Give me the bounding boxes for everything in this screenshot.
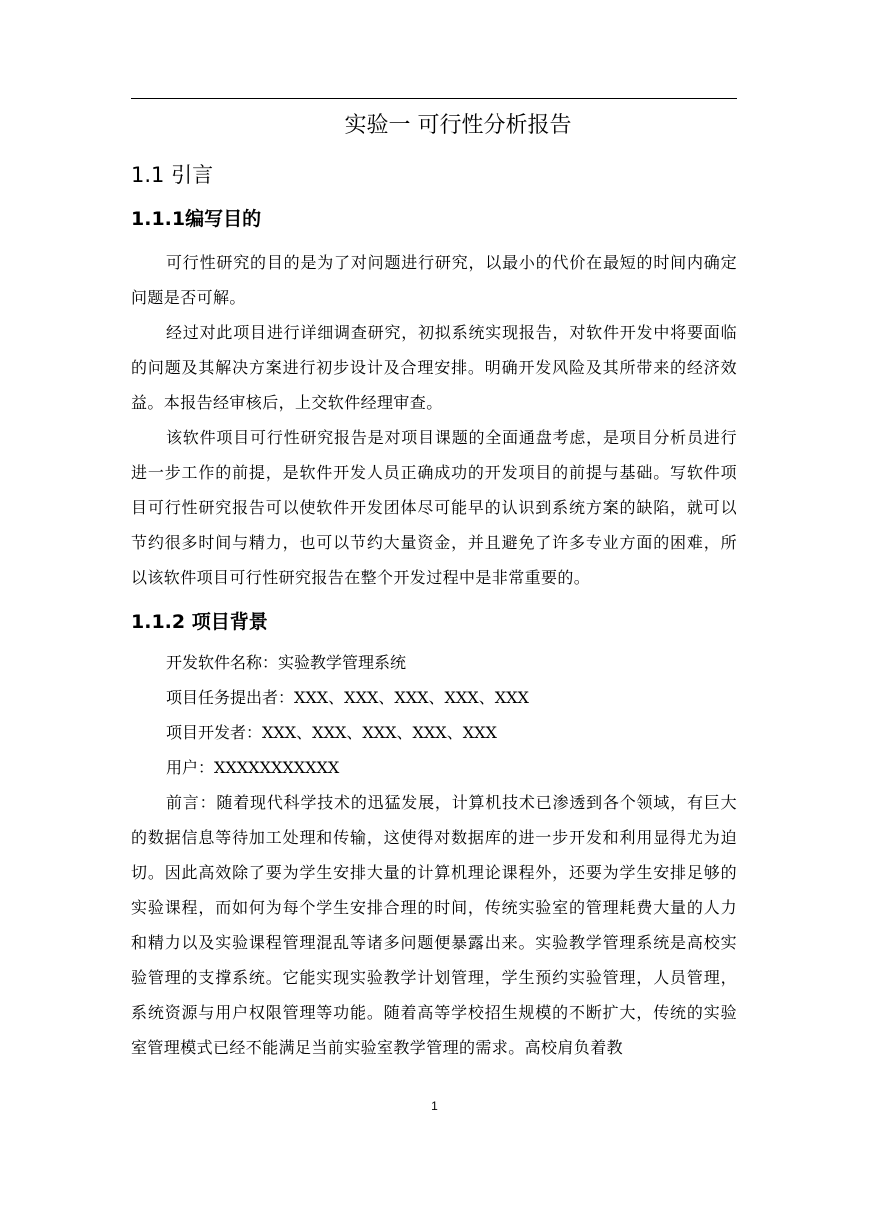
section-heading-1-1: 1.1 引言 [131,163,214,187]
header-rule [131,98,737,99]
section-1-1-1-body [131,245,737,595]
section-1-1-2-body [131,645,737,1065]
document-title: 实验一 可行性分析报告 [344,113,572,138]
user-line: 用户：XXXXXXXXXXX [166,758,340,777]
paragraph: 可行性研究的目的是为了对问题进行研究，以最小的代价在最短的时间内确定问题是否可解。 [131,253,737,307]
page-number: 1 [431,1099,438,1113]
paragraph: 该软件项目可行性研究报告是对项目课题的全面通盘考虑，是项目分析员进行进一步工作的前提，是软件开发人员正确成功的开发项目的前提与基础。写软件项目可行性研究报告可以使软件开发团体尽可能早的认识到系统方案的缺陷，就可以节约很多时间与精力，也可以节约大量资金，并且避免了许多专业方面的困难，所以该软件项目可行性研究报告在整个开发过程中是非常重要的。 [131,428,737,587]
developer-line: 项目开发者：XXX、XXX、XXX、XXX、XXX [166,723,497,742]
section-heading-1-1-1: 1.1.1编写目的 [131,208,262,230]
document-body [131,108,737,1065]
software-name-line: 开发软件名称：实验教学管理系统 [166,653,407,672]
proposer-line: 项目任务提出者：XXX、XXX、XXX、XXX、XXX [166,688,529,707]
preface-paragraph: 前言：随着现代科学技术的迅猛发展，计算机技术已渗透到各个领域，有巨大的数据信息等待加工处理和传输，这使得对数据库的进一步开发和利用显得尤为迫切。因此高效除了要为学生安排大量的计算机理论课程外，还要为学生安排足够的实验课程，而如何为每个学生安排合理的时间，传统实验室的管理耗费大量的人力和精力以及实验课程管理混乱等诸多问题便暴露出来。实验教学管理系统是高校实验管理的支撑系统。它能实现实验教学计划管理，学生预约实验管理，人员管理，系统资源与用户权限管理等功能。随着高等学校招生规模的不断扩大，传统的实验室管理模式已经不能满足当前实验室教学管理的需求。高校肩负着教 [131,793,737,1057]
section-heading-1-1-2: 1.1.2 项目背景 [131,611,268,633]
paragraph: 经过对此项目进行详细调查研究，初拟系统实现报告，对软件开发中将要面临的问题及其解决方案进行初步设计及合理安排。明确开发风险及其所带来的经济效益。本报告经审核后，上交软件经理审查。 [131,323,737,412]
